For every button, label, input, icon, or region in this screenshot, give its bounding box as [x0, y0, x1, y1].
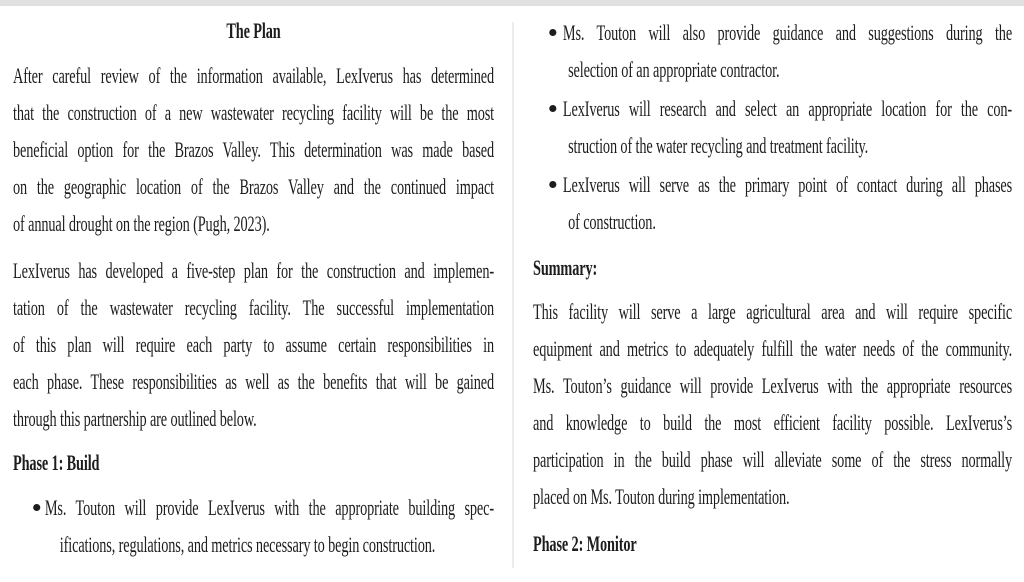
text-line: After careful review of the information available, LexIverus has determined [13, 63, 494, 88]
text-line: beneficial option for the Brazos Valley. This determination was made based [13, 137, 494, 162]
text-line: that the construction of a new wastewater recycling facility will be the most [13, 100, 494, 125]
paragraph [13, 57, 494, 242]
list-item [533, 14, 1012, 88]
bullet-icon [549, 105, 556, 112]
text-line: Ms. Touton will provide LexIverus with the appropriate building spec- [44, 495, 494, 520]
list-item [13, 489, 494, 563]
text-line: and knowledge to build the most efficient facility possible. LexIverus’s [533, 410, 1013, 435]
text-line: of construction. [568, 209, 656, 234]
left-page [13, 0, 494, 563]
text-line: placed on Ms. Touton during implementation. [533, 484, 790, 509]
text-line: of annual drought on the region (Pugh, 2023). [13, 211, 270, 236]
text-line: participation in the build phase will alleviate some of the stress normally [533, 447, 1013, 472]
right-page [533, 0, 1012, 562]
text-line: struction of the water recycling and treatment facility. [568, 133, 869, 158]
page-divider [512, 22, 514, 568]
text-line: on the geographic location of the Brazos Valley and the continued impact [13, 174, 494, 199]
section-heading-summary: Summary: [533, 255, 598, 280]
text-line: LexIverus will research and select an appropriate location for the con- [562, 96, 1013, 121]
bullet-icon [549, 181, 556, 188]
text-line: LexIverus will serve as the primary point of contact during all phases [562, 172, 1013, 197]
list-item [533, 166, 1012, 240]
text-line: of this plan will require each party to assume certain responsibilities in [13, 332, 494, 357]
text-line: ifications, regulations, and metrics necessary to begin construction. [59, 532, 436, 557]
text-line: tation of the wastewater recycling facility. The successful implementation [13, 295, 494, 320]
text-line: Ms. Touton’s guidance will provide LexIverus with the appropriate resources [533, 373, 1013, 398]
text-line: selection of an appropriate contractor. [568, 57, 780, 82]
bullet-icon [549, 29, 556, 36]
document-title: The Plan [226, 18, 281, 43]
paragraph [13, 252, 494, 437]
text-line: This facility will serve a large agricultural area and will require specific [533, 299, 1013, 324]
paragraph [533, 293, 1012, 515]
section-heading-phase2: Phase 2: Monitor [533, 531, 637, 556]
text-line: each phase. These responsibilities as well as the benefits that will be gained [13, 369, 494, 394]
text-line: through this partnership are outlined below. [13, 406, 257, 431]
text-line: Ms. Touton will also provide guidance and suggestions during the [562, 20, 1013, 45]
section-heading-phase1: Phase 1: Build [13, 450, 100, 475]
bullet-icon [33, 504, 40, 511]
text-line: equipment and metrics to adequately fulfill the water needs of the community. [533, 336, 1013, 361]
text-line: LexIverus has developed a five-step plan for the construction and implemen- [13, 258, 494, 283]
list-item [533, 90, 1012, 164]
